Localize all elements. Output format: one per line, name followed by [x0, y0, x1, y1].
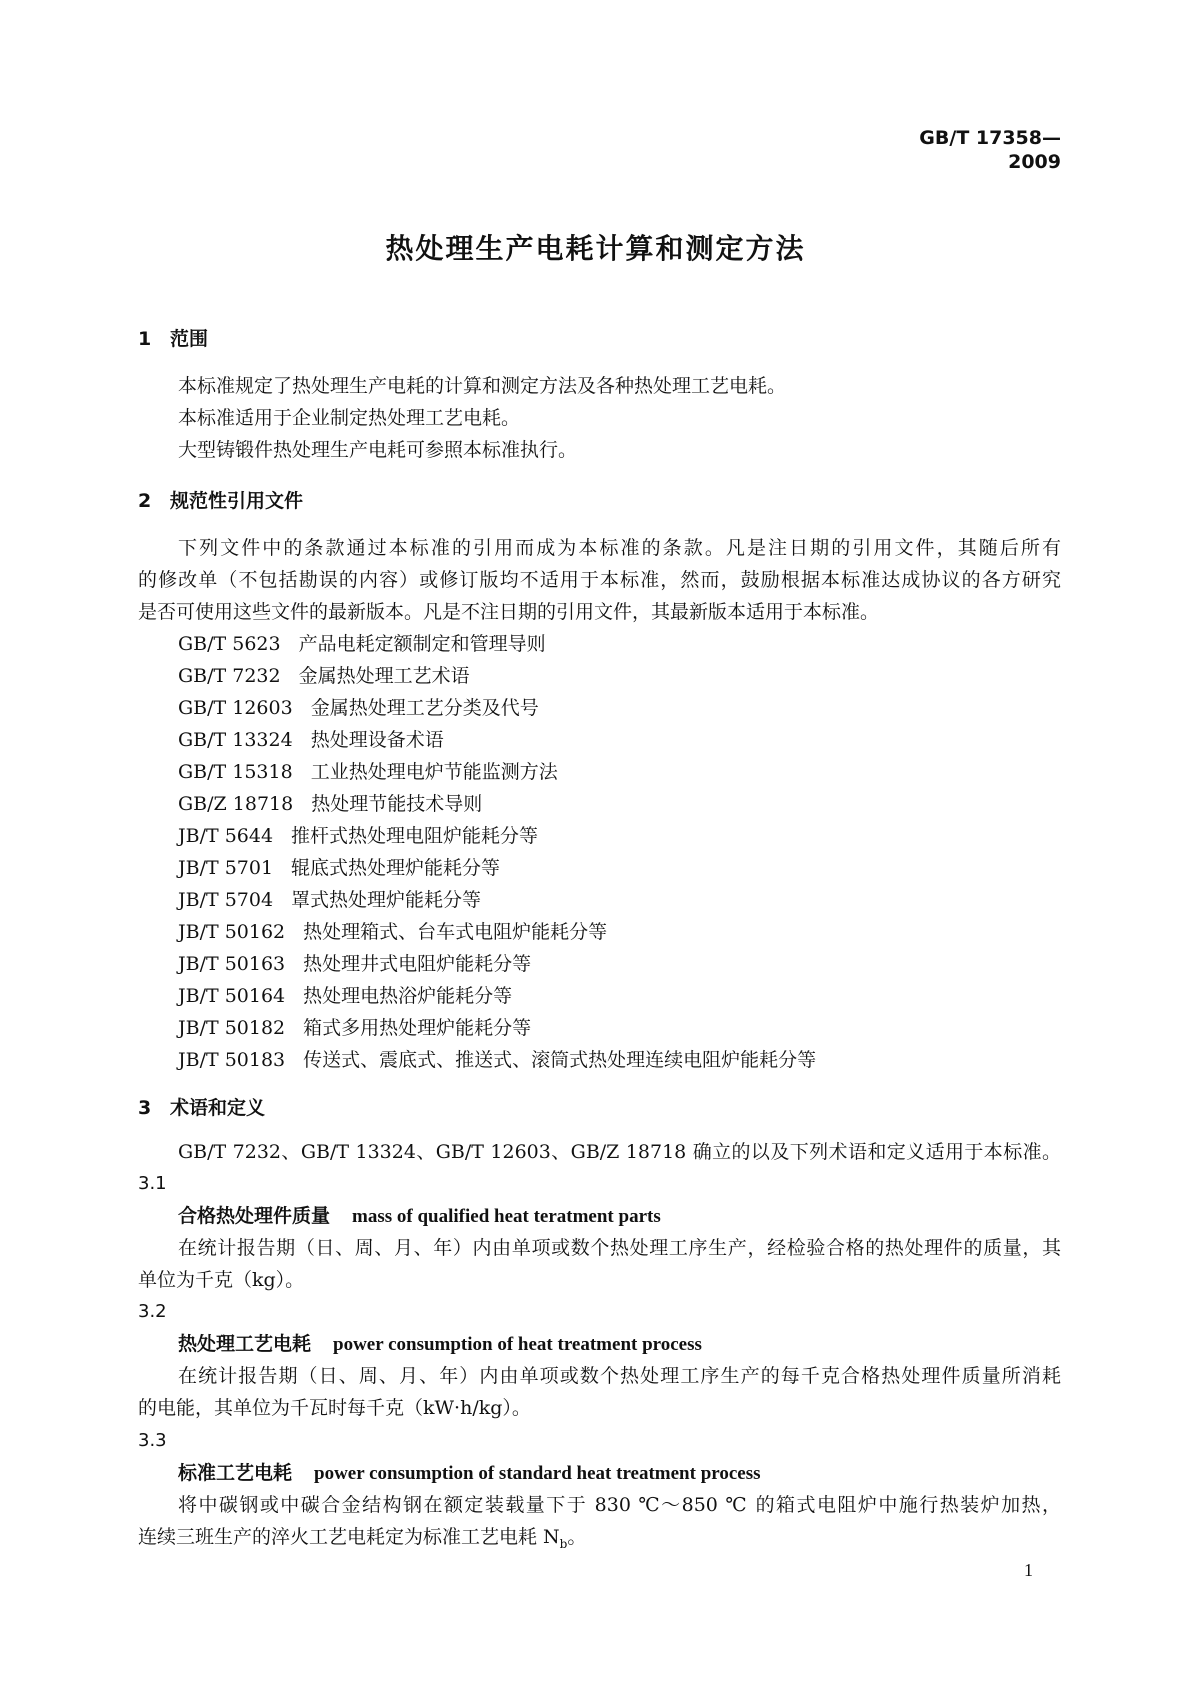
paragraph-line: 的修改单（不包括勘误的内容）或修订版均不适用于本标准，然而，鼓励根据本标准达成协议的各方研究 — [138, 569, 1061, 591]
reference-item — [178, 951, 531, 977]
reference-item — [178, 855, 500, 881]
reference-code: JB/T 5644 — [178, 825, 274, 847]
reference-item — [178, 631, 546, 657]
paragraph-line: 是否可使用这些文件的最新版本。凡是不注日期的引用文件，其最新版本适用于本标准。 — [138, 601, 880, 623]
term-heading — [178, 1331, 702, 1358]
reference-title: 推杆式热处理电阻炉能耗分等 — [291, 825, 539, 847]
paragraph: 大型铸锻件热处理生产电耗可参照本标准执行。 — [178, 439, 578, 461]
reference-item — [178, 695, 539, 721]
reference-title: 热处理电热浴炉能耗分等 — [303, 985, 513, 1007]
reference-item — [178, 791, 482, 817]
reference-item — [178, 983, 512, 1009]
term-heading — [178, 1203, 661, 1230]
paragraph-line: GB/T 7232、GB/T 13324、GB/T 12603、GB/Z 18718 确立的以及下列术语和定义适用于本标准。 — [178, 1141, 1061, 1163]
document-title: 热处理生产电耗计算和测定方法 — [385, 232, 806, 265]
clause-number: 3.2 — [138, 1301, 167, 1322]
reference-title: 金属热处理工艺分类及代号 — [310, 697, 539, 719]
symbol-subscript: b — [559, 1536, 568, 1551]
reference-code: JB/T 50183 — [178, 1049, 286, 1071]
section-title: 术语和定义 — [170, 1097, 266, 1119]
section-number: 1 — [138, 328, 152, 350]
reference-code: JB/T 50162 — [178, 921, 286, 943]
reference-code: JB/T 50182 — [178, 1017, 286, 1039]
definition-line: 将中碳钢或中碳合金结构钢在额定装载量下于 830 ℃～850 ℃ 的箱式电阻炉中施行热装炉加热， — [178, 1494, 1061, 1516]
standard-number: GB/T 17358—2009 — [919, 127, 1061, 173]
reference-code: GB/Z 18718 — [178, 793, 294, 815]
clause-number: 3.1 — [138, 1173, 167, 1194]
reference-code: GB/T 15318 — [178, 761, 293, 783]
term-chinese: 标准工艺电耗 — [178, 1462, 293, 1484]
reference-code: JB/T 5704 — [178, 889, 274, 911]
reference-code: GB/T 5623 — [178, 633, 281, 655]
definition-line — [138, 1524, 586, 1557]
reference-item — [178, 759, 558, 785]
term-english: power consumption of heat treatment process — [333, 1334, 702, 1355]
term-heading — [178, 1460, 761, 1487]
paragraph: 本标准规定了热处理生产电耗的计算和测定方法及各种热处理工艺电耗。 — [178, 375, 787, 397]
paragraph-line: 下列文件中的条款通过本标准的引用而成为本标准的条款。凡是注日期的引用文件，其随后所有 — [178, 537, 1061, 559]
reference-code: JB/T 5701 — [178, 857, 274, 879]
definition-text: 连续三班生产的淬火工艺电耗定为标准工艺电耗 N — [138, 1526, 560, 1548]
reference-code: GB/T 13324 — [178, 729, 293, 751]
section-3-heading — [138, 1095, 265, 1121]
page-number: 1 — [1024, 1560, 1033, 1580]
reference-code: JB/T 50164 — [178, 985, 286, 1007]
reference-item — [178, 663, 470, 689]
reference-item — [178, 727, 444, 753]
term-english: mass of qualified heat teratment parts — [352, 1206, 661, 1227]
paragraph: 本标准适用于企业制定热处理工艺电耗。 — [178, 407, 521, 429]
section-2-heading — [138, 488, 303, 514]
term-chinese: 热处理工艺电耗 — [178, 1333, 312, 1355]
reference-item — [178, 1047, 816, 1073]
line-end-punctuation: 。 — [567, 1526, 587, 1548]
reference-title: 热处理井式电阻炉能耗分等 — [303, 953, 532, 975]
section-number: 2 — [138, 490, 152, 512]
reference-item — [178, 919, 607, 945]
section-number: 3 — [138, 1097, 152, 1119]
reference-item — [178, 887, 481, 913]
section-title: 规范性引用文件 — [170, 490, 304, 512]
definition-line: 在统计报告期（日、周、月、年）内由单项或数个热处理工序生产，经检验合格的热处理件的质量，其 — [178, 1237, 1061, 1259]
reference-code: GB/T 12603 — [178, 697, 293, 719]
section-1-heading — [138, 326, 208, 352]
reference-title: 热处理箱式、台车式电阻炉能耗分等 — [303, 921, 608, 943]
reference-title: 热处理设备术语 — [310, 729, 444, 751]
definition-line: 在统计报告期（日、周、月、年）内由单项或数个热处理工序生产的每千克合格热处理件质量所消耗 — [178, 1365, 1061, 1387]
reference-code: GB/T 7232 — [178, 665, 281, 687]
term-chinese: 合格热处理件质量 — [178, 1205, 331, 1227]
reference-title: 传送式、震底式、推送式、滚筒式热处理连续电阻炉能耗分等 — [303, 1049, 817, 1071]
section-title: 范围 — [170, 328, 209, 350]
definition-line: 单位为千克（kg）。 — [138, 1269, 305, 1291]
reference-title: 罩式热处理炉能耗分等 — [291, 889, 482, 911]
clause-number: 3.3 — [138, 1430, 167, 1451]
reference-title: 辊底式热处理炉能耗分等 — [291, 857, 501, 879]
term-english: power consumption of standard heat treatment process — [314, 1463, 761, 1484]
reference-item — [178, 823, 538, 849]
definition-line: 的电能，其单位为千瓦时每千克（kW·h/kg）。 — [138, 1397, 531, 1419]
reference-code: JB/T 50163 — [178, 953, 286, 975]
reference-title: 箱式多用热处理炉能耗分等 — [303, 1017, 532, 1039]
reference-title: 工业热处理电炉节能监测方法 — [310, 761, 558, 783]
reference-title: 金属热处理工艺术语 — [298, 665, 470, 687]
reference-title: 产品电耗定额制定和管理导则 — [298, 633, 546, 655]
reference-title: 热处理节能技术导则 — [311, 793, 483, 815]
reference-item — [178, 1015, 531, 1041]
